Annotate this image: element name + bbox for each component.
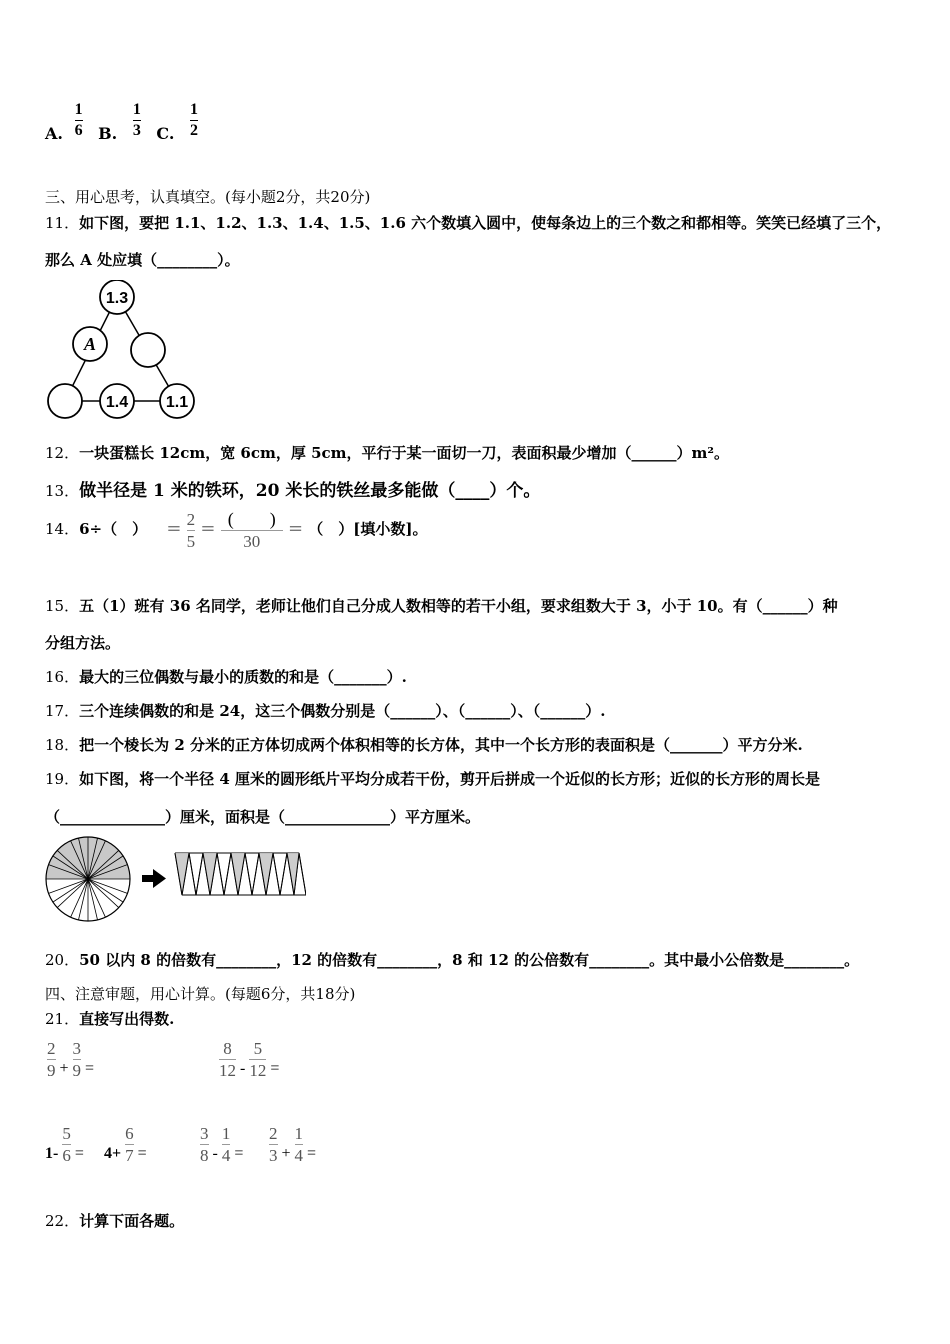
approximate-rectangle [175, 853, 306, 895]
question-14: 14．6÷（ ） = $\frac{2}{5}$ = $\frac{( )}{30}$ = （ ）[填小数]。 [45, 509, 428, 551]
expression-4: 4+ $\frac{6}{7}$ = [104, 1124, 147, 1165]
question-22: 22．计算下面各题。 [45, 1212, 185, 1230]
answer-options [45, 102, 198, 143]
question-19-line2: （______________）厘米，面积是（______________）平方厘米。 [45, 808, 481, 826]
option-c: C. $\frac{1}{2}$ [156, 101, 198, 143]
expression-5: $\frac{3}{8}$ - $\frac{1}{4}$ = [200, 1124, 244, 1165]
question-15-line1: 15．五（1）班有 36 名同学，老师让他们自己分成人数相等的若干小组，要求组数大于 3，小于 10。有（______）种 [45, 597, 838, 615]
question-21: 21．直接写出得数. [45, 1010, 175, 1028]
arrow-icon [142, 869, 166, 888]
q14-fraction-2-5: $\frac{2}{5}$ [186, 509, 196, 551]
q14-fraction-blank-30: $\frac{( )}{30}$ [221, 510, 283, 550]
expression-1: $\frac{2}{9}$ + $\frac{3}{9}$ = [47, 1039, 95, 1080]
expression-3: 1- $\frac{5}{6}$ = [45, 1124, 84, 1165]
question-15-line2: 分组方法。 [45, 634, 121, 652]
question-12: 12．一块蛋糕长 12cm，宽 6cm，厚 5cm，平行于某一面切一刀，表面积最少增加（______）m²。 [45, 444, 729, 462]
section-3-header: 三、用心思考，认真填空。(每小题2分，共20分) [45, 188, 371, 206]
option-a: A. $\frac{1}{6}$ [45, 101, 83, 143]
circle-right [131, 333, 165, 367]
question-13: 13．做半径是 1 米的铁环，20 米长的铁丝最多能做（____）个。 [45, 481, 541, 501]
option-b-fraction: $\frac{1}{3}$ [132, 101, 141, 139]
question-17: 17．三个连续偶数的和是 24，这三个偶数分别是（______）、（______）、（______）. [45, 702, 606, 720]
circle-label-a: A [83, 334, 97, 354]
expression-2: $\frac{8}{12}$ - $\frac{5}{12}$ = [219, 1039, 280, 1080]
circle-label-bottom-right: 1.1 [165, 394, 189, 411]
question-18: 18．把一个棱长为 2 分米的正方体切成两个体积相等的长方体，其中一个长方形的表面积是（_______）平方分米. [45, 736, 803, 754]
section-4-header: 四、注意审题，用心计算。(每题6分，共18分) [45, 985, 356, 1003]
option-a-fraction: $\frac{1}{6}$ [74, 101, 83, 139]
question-19-line1: 19．如下图，将一个半径 4 厘米的圆形纸片平均分成若干份，剪开后拼成一个近似的长方形；近似的长方形的周长是 [45, 770, 820, 788]
question-16: 16．最大的三位偶数与最小的质数的和是（_______）. [45, 668, 407, 686]
circle-to-rectangle-diagram [44, 835, 306, 925]
option-c-fraction: $\frac{1}{2}$ [190, 101, 198, 139]
question-11-line1: 11．如下图，要把 1.1、1.2、1.3、1.4、1.5、1.6 六个数填入圆中，使每条边上的三个数之和都相等。笑笑已经填了三个， [45, 214, 892, 232]
question-20: 20．50 以内 8 的倍数有________，12 的倍数有________，8 和 12 的公倍数有________。其中最小公倍数是________。 [45, 951, 860, 969]
question-11-line2: 那么 A 处应填（________）。 [45, 251, 240, 269]
option-b: B. $\frac{1}{3}$ [98, 101, 141, 143]
circle-label-bottom-mid: 1.4 [105, 394, 129, 411]
sectored-circle [46, 837, 130, 921]
circle-label-top: 1.3 [105, 290, 129, 307]
expression-6: $\frac{2}{3}$ + $\frac{1}{4}$ = [269, 1124, 317, 1165]
triangle-circle-diagram [45, 280, 195, 422]
circle-bottom-left [48, 384, 82, 418]
